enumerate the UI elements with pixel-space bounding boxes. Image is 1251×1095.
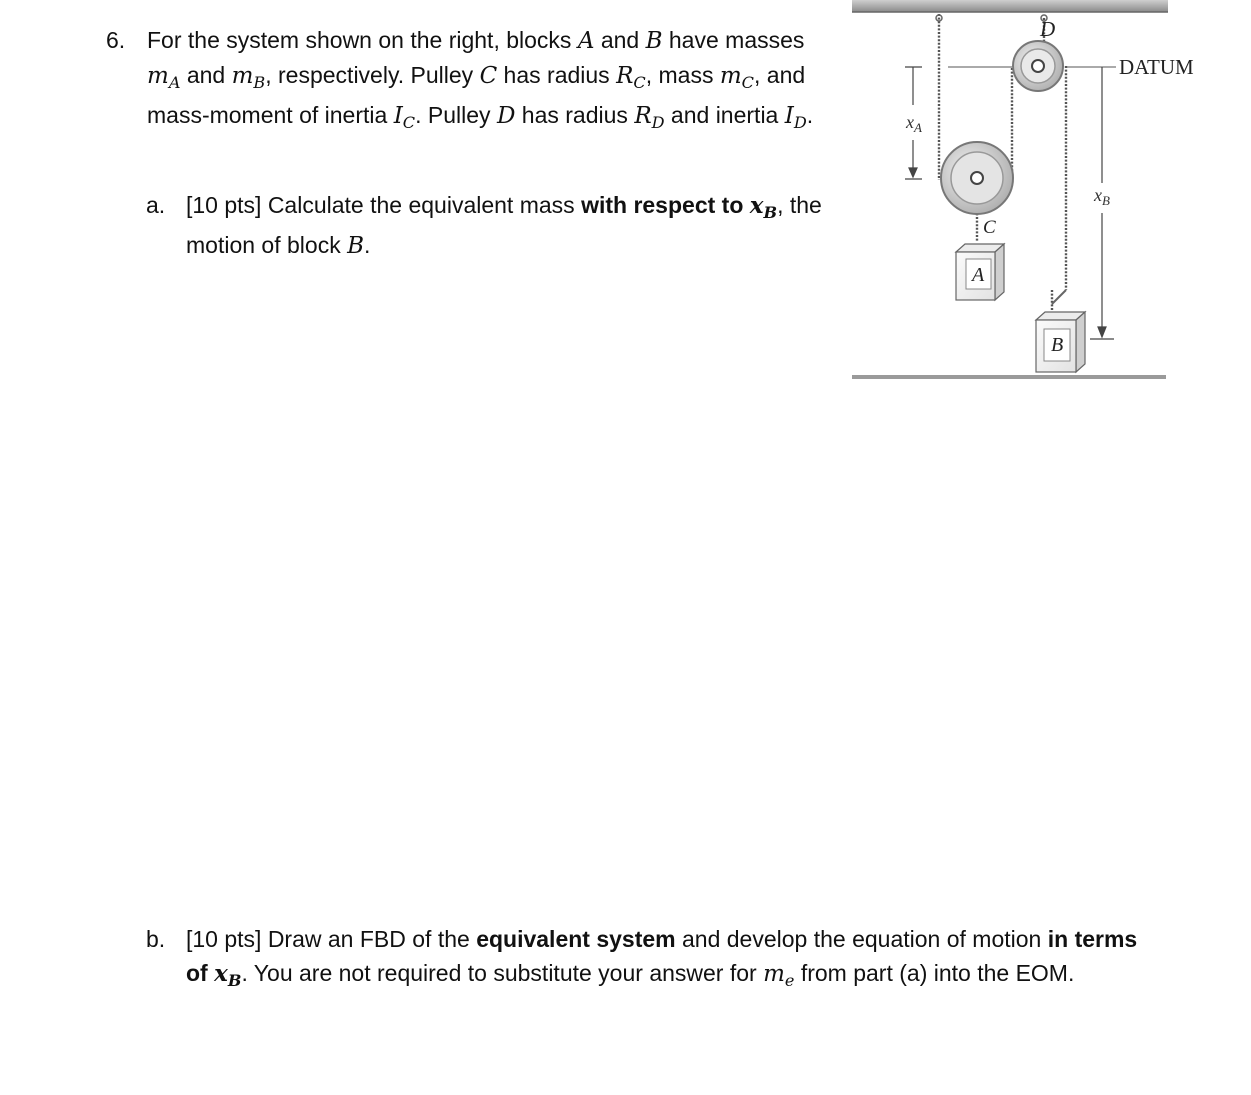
block-A-label: A	[972, 264, 985, 286]
floor	[852, 375, 1166, 379]
part-a-label: a.	[146, 192, 166, 218]
pulley-D	[1013, 41, 1063, 91]
xA-label: $x_A$	[906, 112, 922, 135]
ceiling	[852, 0, 1168, 12]
pulley-C-label: C	[983, 217, 996, 238]
pulley-C	[941, 142, 1013, 214]
datum-label: DATUM	[1119, 55, 1194, 79]
part-a-text: [10 pts] Calculate the equivalent mass with respect to $x_B$, the motion of block B.	[186, 192, 822, 260]
block-B-label: B	[1051, 334, 1064, 356]
question-number: 6.	[106, 27, 126, 53]
pulley-D-label: D	[1040, 17, 1056, 41]
part-b-label: b.	[146, 926, 166, 952]
problem-statement: For the system shown on the right, blocks A and B have masses $m_A$ and $m_B$, respectively. Pulley C has radius $R_C$, mass $m_C$, and mass-moment of inertia $I_C$. Pulley D has radius $R_D$ and inertia $I_D$.	[147, 27, 814, 132]
xB-label: $x_B$	[1094, 185, 1110, 208]
bracket-B	[1052, 290, 1066, 304]
part-b-text: [10 pts] Draw an FBD of the equivalent system and develop the equation of motion in terms of $x_B$. You are not required to substitute your answer for $m_e$ from part (a) into the EOM.	[186, 926, 1138, 990]
